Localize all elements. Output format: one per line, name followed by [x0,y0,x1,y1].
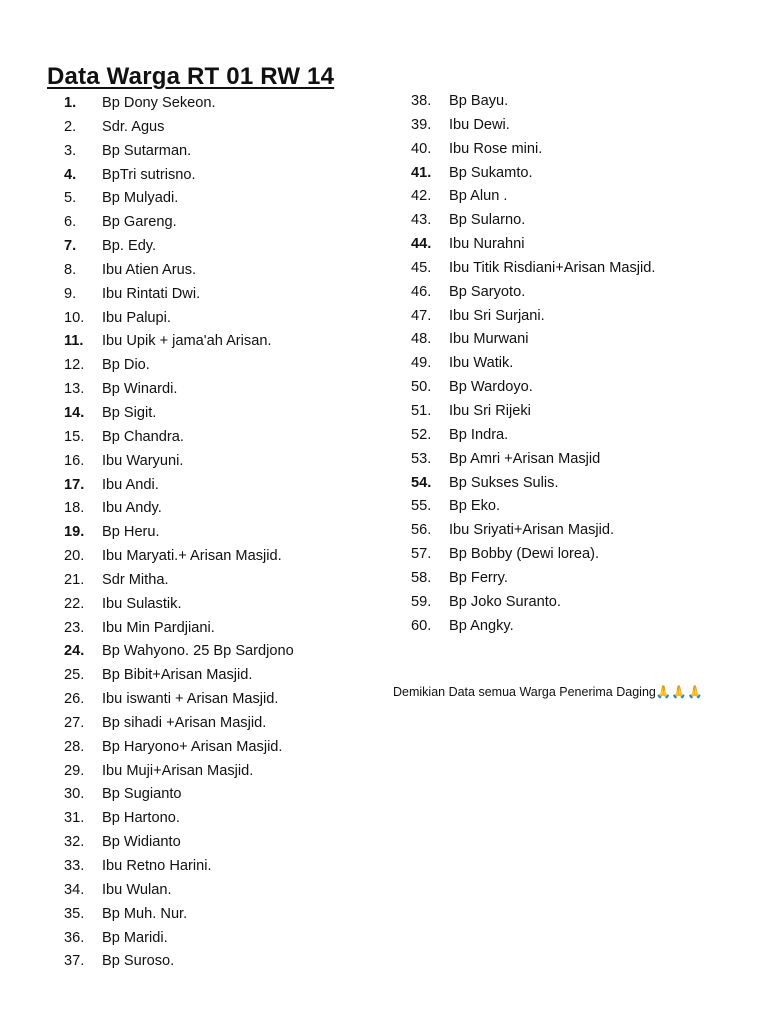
item-number: 56. [411,522,432,539]
item-name: Bp Dony Sekeon. [102,95,216,111]
item-name: Bp Indra. [449,426,509,443]
item-name: Ibu Maryati.+ Arisan Masjid. [102,548,282,565]
item-number: 15. [64,428,85,445]
item-name: Ibu Sulastik. [102,595,182,612]
item-number: 47. [411,307,432,324]
item-name: Bp Maridi. [102,929,168,946]
item-name: Ibu Sriyati+Arisan Masjid. [449,522,615,539]
item-number: 38. [411,93,432,109]
item-name: Bp Wahyono. 25 Bp Sardjono [102,643,294,660]
item-number: 48. [411,331,432,348]
item-number: 22. [64,595,85,612]
item-number: 9. [64,285,77,302]
item-number: 18. [64,500,85,517]
item-name: Bp Muh. Nur. [102,905,188,922]
item-number: 1. [64,95,77,111]
item-number: 14. [64,404,85,421]
item-name: Bp sihadi +Arisan Masjid. [102,714,267,731]
item-name: Ibu Nurahni [449,236,525,253]
item-number: 52. [411,426,432,443]
item-name: Ibu Titik Risdiani+Arisan Masjid. [449,259,656,276]
item-name: Bp Hartono. [102,810,180,827]
item-number: 8. [64,261,77,278]
item-number: 10. [64,309,85,326]
item-name: Ibu Dewi. [449,116,510,133]
item-name: Ibu Muji+Arisan Masjid. [102,762,254,779]
item-number: 33. [64,858,85,874]
item-number: 5. [64,190,77,207]
item-name: Bp Sukses Sulis. [449,474,559,491]
item-name: Ibu Min Pardjiani. [102,619,215,636]
item-number: 28. [64,738,85,755]
item-name: Bp Sugianto [102,786,182,803]
item-name: Ibu Waryuni. [102,452,184,469]
item-number: 21. [64,571,85,588]
item-number: 17. [64,476,85,493]
item-name: Ibu Rose mini. [449,140,543,157]
item-number: 53. [411,450,432,467]
item-name: Bp Mulyadi. [102,190,179,207]
item-number: 29. [64,762,85,779]
item-number: 45. [411,259,432,276]
item-number: 13. [64,381,85,398]
item-number: 27. [64,714,85,731]
item-number: 11. [64,333,84,350]
item-name: Ibu Palupi. [102,309,171,326]
item-number: 24. [64,643,85,660]
item-name: Bp. Edy. [102,238,157,255]
item-name: Bp Sutarman. [102,142,192,159]
item-number: 51. [411,402,432,419]
item-name: Bp Winardi. [102,381,178,398]
item-name: Sdr. Agus [102,118,165,135]
item-name: Ibu Watik. [449,355,514,372]
item-name: Ibu Andi. [102,476,159,493]
item-name: Bp Angky. [449,617,514,634]
item-number: 55. [411,498,432,515]
item-number: 59. [411,593,432,610]
item-name: Bp Eko. [449,498,501,515]
item-number: 4. [64,166,77,183]
item-name: Bp Sularno. [449,212,526,229]
item-name: Ibu Upik + jama'ah Arisan. [102,333,272,350]
item-name: Ibu Sri Rijeki [449,402,531,419]
item-number: 43. [411,212,432,229]
item-number: 39. [411,116,432,133]
item-number: 2. [64,118,77,135]
item-name: Ibu iswanti + Arisan Masjid. [102,691,279,708]
item-number: 12. [64,357,85,374]
item-name: Bp Bobby (Dewi lorea). [449,546,600,563]
item-number: 7. [64,238,77,255]
item-name: Bp Alun . [449,188,508,205]
item-name: Ibu Murwani [449,331,529,348]
item-number: 57. [411,546,432,563]
item-number: 34. [64,881,85,898]
item-name: Sdr Mitha. [102,571,169,588]
item-name: Bp Chandra. [102,428,184,445]
item-name: Ibu Rintati Dwi. [102,285,201,302]
item-number: 50. [411,379,432,396]
item-name: Bp Suroso. [102,953,175,970]
item-name: Bp Wardoyo. [449,379,533,396]
item-number: 32. [64,834,85,851]
item-number: 30. [64,786,85,803]
item-name: Ibu Atien Arus. [102,261,197,278]
item-number: 49. [411,355,432,372]
item-name: Bp Haryono+ Arisan Masjid. [102,738,283,755]
item-number: 37. [64,953,85,970]
item-name: Bp Bayu. [449,93,509,109]
item-number: 20. [64,548,85,565]
item-name: Bp Amri +Arisan Masjid [449,450,601,467]
item-number: 31. [64,810,85,827]
item-number: 23. [64,619,85,636]
item-name: Bp Saryoto. [449,283,526,300]
item-number: 41. [411,164,432,181]
item-name: Ibu Wulan. [102,881,172,898]
item-number: 3. [64,142,77,159]
item-number: 19. [64,524,85,541]
item-name: Bp Joko Suranto. [449,593,561,610]
item-name: Bp Sukamto. [449,164,533,181]
item-number: 35. [64,905,85,922]
item-name: Ibu Sri Surjani. [449,307,545,324]
item-number: 40. [411,140,432,157]
item-name: Bp Dio. [102,357,150,374]
item-name: Ibu Andy. [102,500,162,517]
item-number: 60. [411,617,432,634]
item-number: 54. [411,474,432,491]
item-name: Ibu Retno Harini. [102,858,212,874]
closing-note: Demikian Data semua Warga Penerima Daging🙏🙏🙏 [393,685,703,699]
item-number: 42. [411,188,432,205]
item-number: 16. [64,452,85,469]
item-name: Bp Bibit+Arisan Masjid. [102,667,253,684]
item-number: 44. [411,236,432,253]
item-name: Bp Widianto [102,834,181,851]
page-title: Data Warga RT 01 RW 14 [47,63,335,91]
item-number: 25. [64,667,85,684]
item-number: 58. [411,569,432,586]
item-name: Bp Gareng. [102,214,177,231]
item-number: 46. [411,283,432,300]
item-name: Bp Ferry. [449,569,508,586]
item-name: Bp Sigit. [102,404,157,421]
item-number: 36. [64,929,85,946]
item-number: 6. [64,214,77,231]
item-name: BpTri sutrisno. [102,166,196,183]
item-name: Bp Heru. [102,524,160,541]
item-number: 26. [64,691,85,708]
